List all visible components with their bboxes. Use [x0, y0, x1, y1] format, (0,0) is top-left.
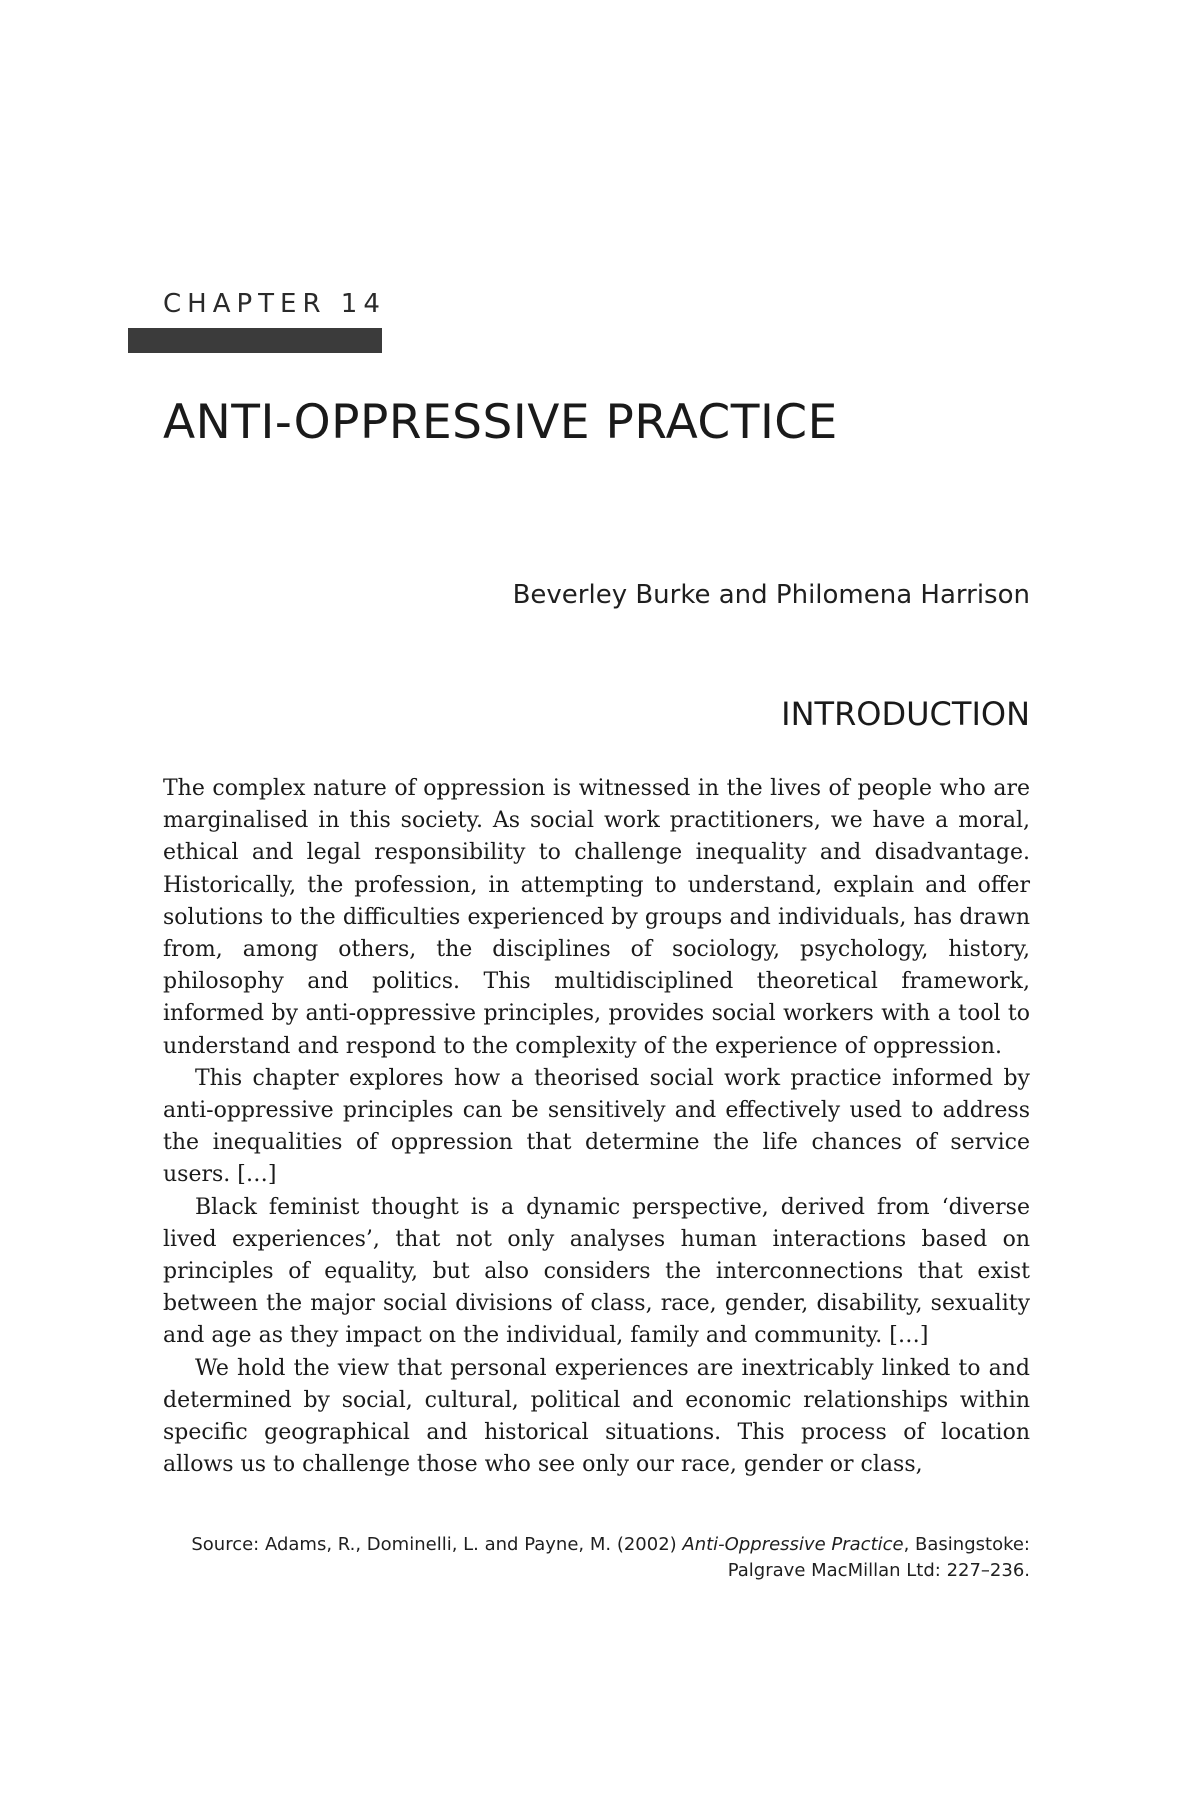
source-prefix: Source: Adams, R., Dominelli, L. and Payne, M. (2002) — [191, 1534, 683, 1555]
chapter-authors: Beverley Burke and Philomena Harrison — [512, 580, 1030, 610]
paragraph: The complex nature of oppression is witnessed in the lives of people who are marginalised in this society. As social work practitioners, we have a moral, ethical and legal responsibility to challenge inequality and disadvantage. Historically, the profession, in attempting to understand, explain and offer solutions to the difficulties experienced by groups and individuals, has drawn from, among others, the disciplines of sociology, psychology, history, philosophy and politics. This multidisciplined theoretical framework, informed by anti-oppressive principles, provides social workers with a tool to understand and respond to the complexity of the experience of oppression. — [163, 776, 1030, 1059]
chapter-title: ANTI-OPPRESSIVE PRACTICE — [163, 395, 838, 450]
paragraph: Black feminist thought is a dynamic perspective, derived from ‘diverse lived experiences’, that not only analyses human interactions based on principles of equality, but also considers the interconnections that exist between the major social divisions of class, race, gender, disability, sexuality and age as they impact on the individual, family and community. […] — [163, 1194, 1030, 1349]
chapter-rule-bar — [128, 328, 382, 353]
section-heading: INTRODUCTION — [781, 695, 1030, 733]
paragraph: This chapter explores how a theorised social work practice informed by anti-oppressive principles can be sensitively and effectively used to address the inequalities of oppression that determine the life chances of service users. […] — [163, 1065, 1030, 1188]
chapter-label: CHAPTER 14 — [163, 289, 386, 319]
paragraph: We hold the view that personal experiences are inextricably linked to and determined by social, cultural, political and economic relationships within specific geographical and historical situations. This process of location allows us to challenge those who see only our race, gender or class, — [163, 1355, 1030, 1478]
source-suffix: , Basingstoke: Palgrave MacMillan Ltd: 227–236. — [727, 1534, 1030, 1581]
source-title: Anti-Oppressive Practice — [682, 1534, 904, 1555]
body-text — [163, 773, 1030, 1481]
source-citation — [130, 1532, 1030, 1584]
